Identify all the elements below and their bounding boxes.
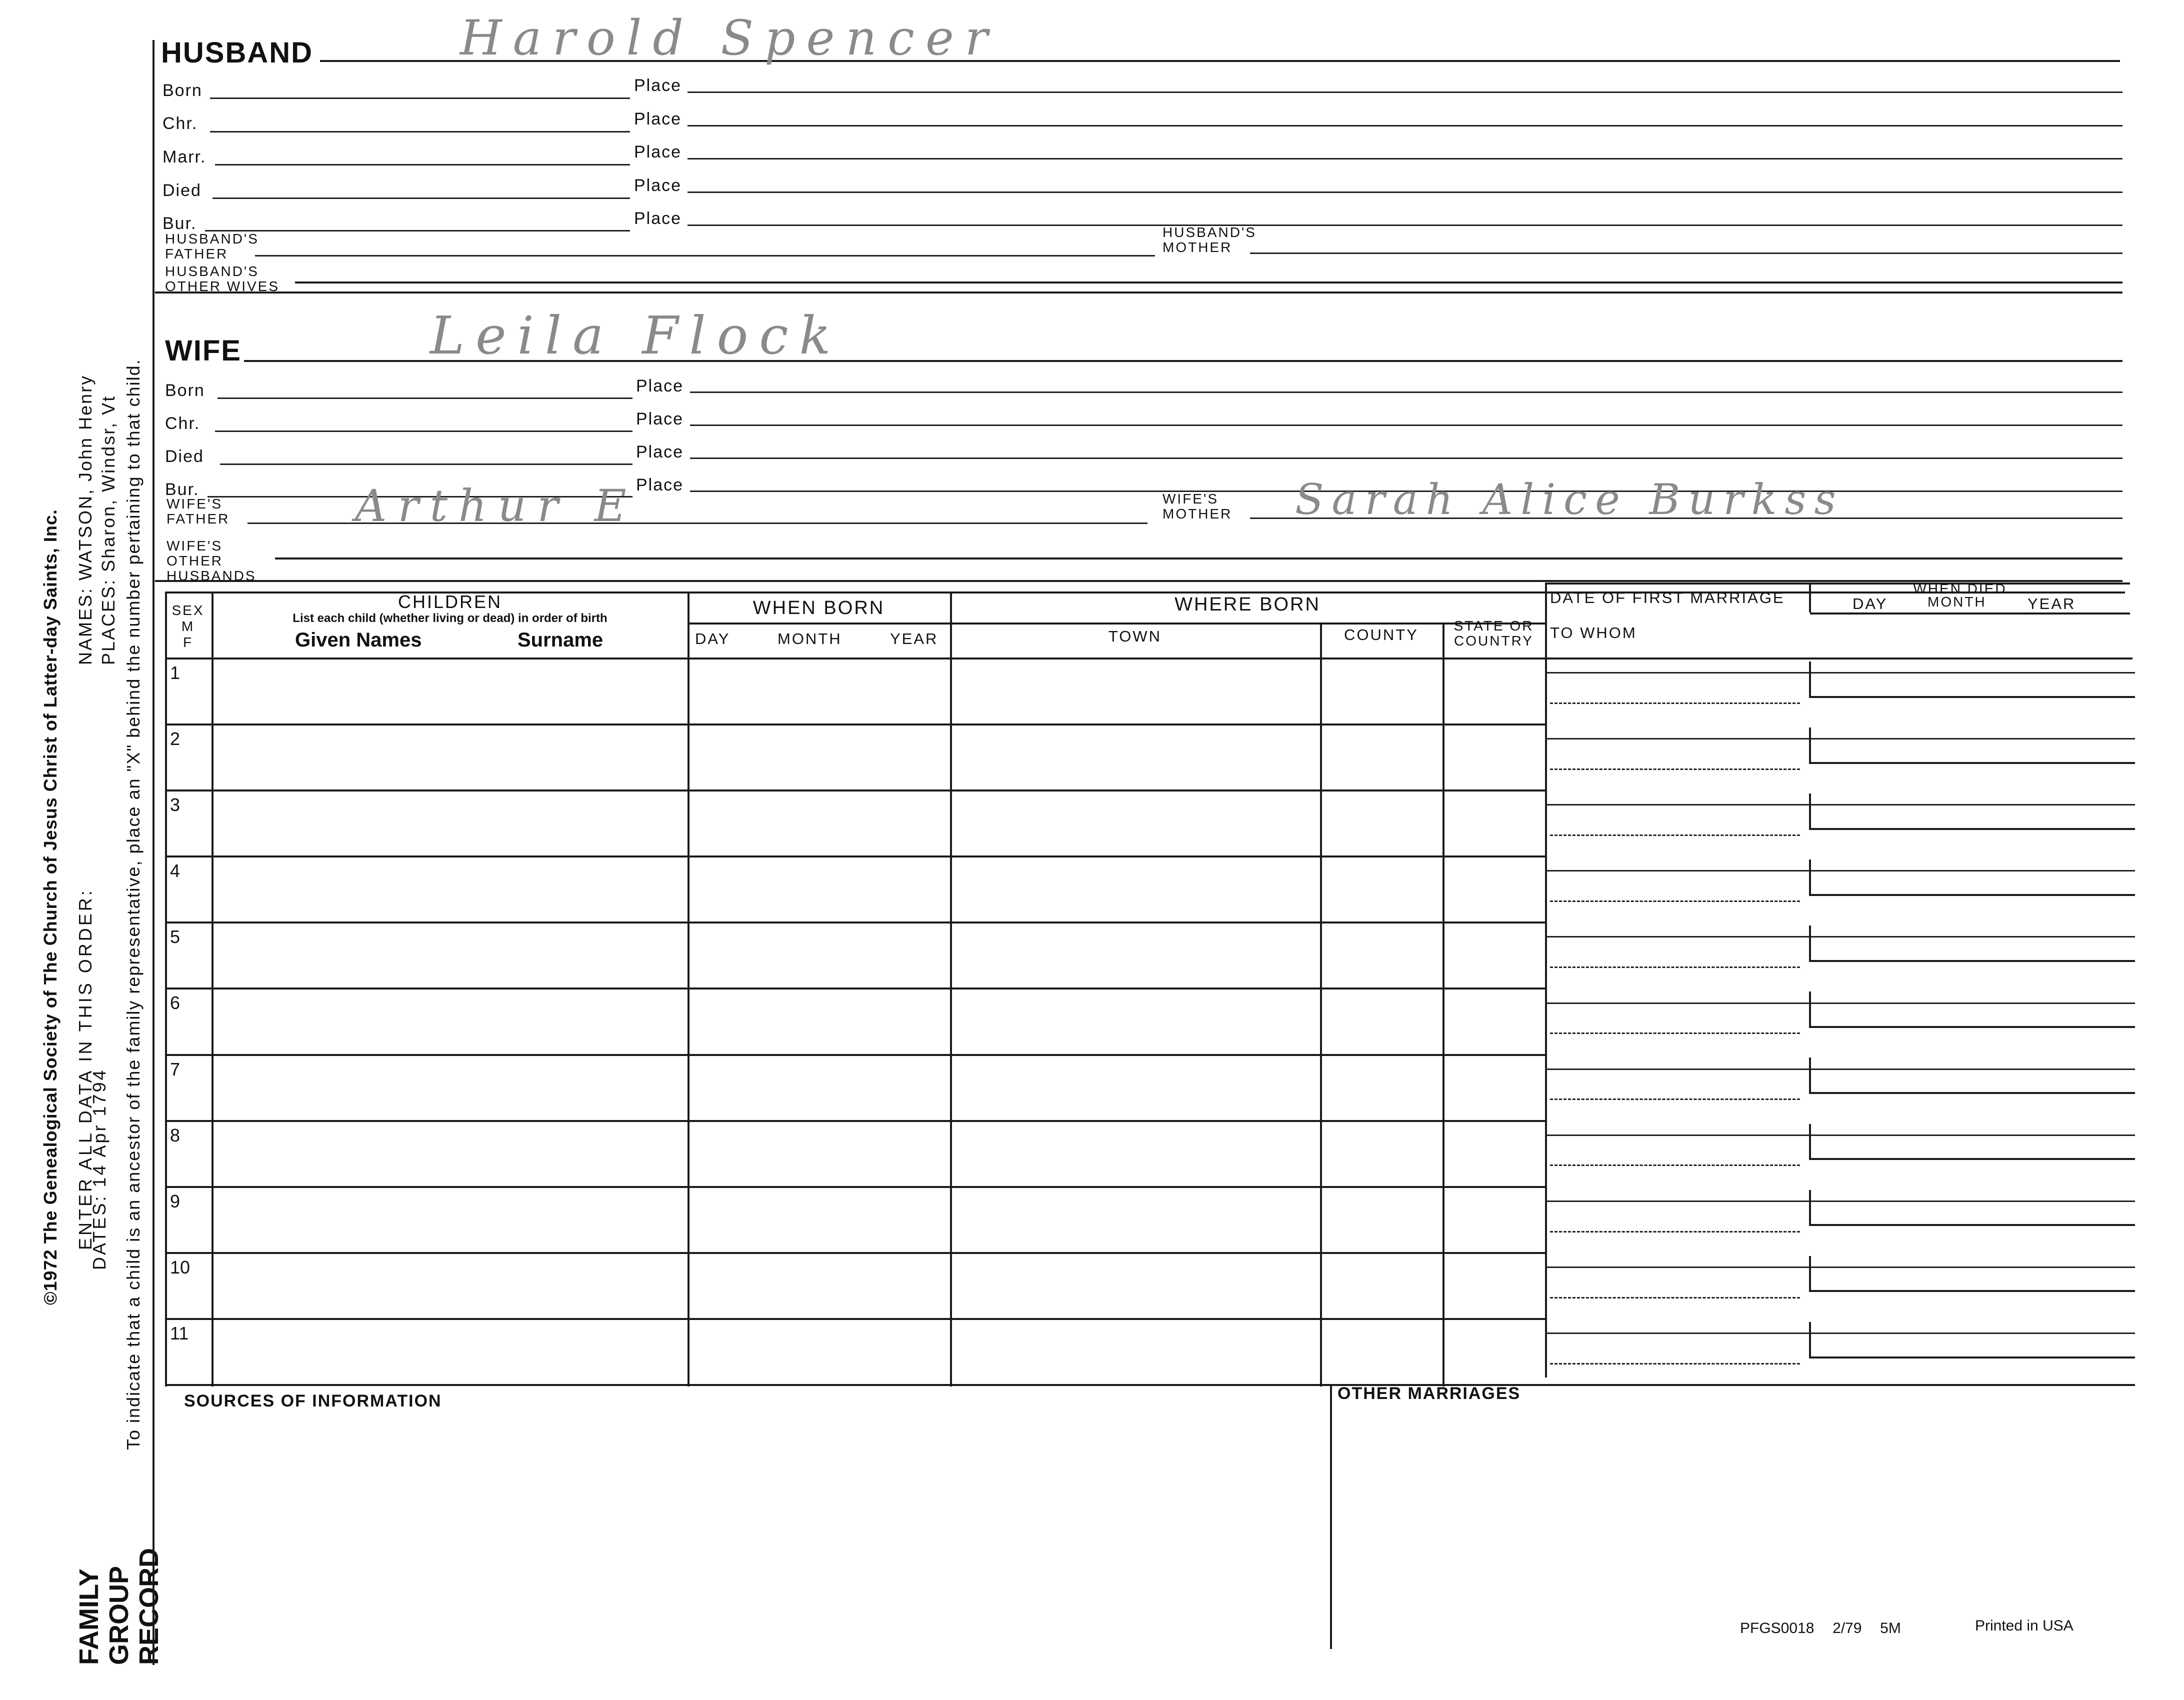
death-date-tick [1809, 794, 1811, 828]
husband-died-place-line [688, 192, 2122, 193]
county-column-divider [1442, 622, 1444, 1386]
wifes-father-label: WIFE'S FATHER [166, 496, 230, 526]
to-whom-dashed-line [1550, 702, 1800, 704]
town-header: TOWN [1108, 628, 1162, 645]
form-title-family: FAMILY [74, 1568, 104, 1665]
to-whom-dashed-line [1550, 966, 1800, 968]
first-marriage-date-line [1545, 1332, 2135, 1334]
death-date-line [1809, 1092, 2135, 1094]
husband-section-divider [155, 292, 2122, 294]
child-row-number: 2 [170, 728, 180, 750]
instruction-places-example: PLACES: Sharon, Windsr, Vt [98, 394, 118, 665]
printed-in-usa: Printed in USA [1975, 1618, 2074, 1634]
husband-chr-place-label: Place [634, 110, 682, 128]
death-date-line [1809, 696, 2135, 698]
husband-chr-date-line [210, 131, 630, 132]
given-names-header: Given Names [295, 629, 422, 651]
first-marriage-date-line [1545, 804, 2135, 806]
where-born-header: WHERE BORN [1174, 594, 1320, 615]
wife-died-place-label: Place [636, 442, 684, 462]
husband-marr-place-label: Place [634, 142, 682, 162]
death-date-line [1809, 1158, 2135, 1160]
wifes-other-husbands-line [275, 558, 2122, 560]
child-row-divider [165, 724, 1545, 726]
wife-chr-place-label: Place [636, 410, 684, 428]
death-date-line [1809, 960, 2135, 962]
husbands-mother-line [1250, 252, 2122, 254]
wife-died-label: Died [165, 447, 204, 466]
other-marriages-label: OTHER MARRIAGES [1338, 1384, 1521, 1403]
to-whom-dashed-line [1550, 768, 1800, 770]
death-date-tick [1809, 1190, 1811, 1224]
husband-born-label: Born [162, 81, 202, 100]
wife-died-place-line [690, 458, 2122, 459]
when-died-header: WHEN DIED [1913, 581, 2007, 596]
first-marriage-date-line [1545, 1134, 2135, 1136]
wife-born-date-line [218, 398, 632, 399]
instruction-names-example: NAMES: WATSON, John Henry [75, 374, 96, 665]
wifes-father-name: Arthur E [355, 480, 638, 532]
child-row-divider [165, 1252, 1545, 1254]
wifes-mother-label: WIFE'S MOTHER [1162, 491, 1232, 522]
form-code: PFGS0018 2/79 5M [1740, 1620, 1901, 1636]
husband-heading: HUSBAND [161, 36, 313, 69]
child-row-number: 3 [170, 794, 180, 816]
when-born-year-header: YEAR [890, 630, 938, 648]
husband-died-date-line [212, 198, 630, 199]
death-date-tick [1809, 728, 1811, 762]
death-date-tick [1809, 1124, 1811, 1158]
husband-chr-label: Chr. [162, 114, 198, 133]
child-row-number: 5 [170, 926, 180, 948]
wife-bur-label: Bur. [165, 480, 200, 499]
wife-name: Leila Flock [430, 305, 842, 366]
death-date-tick [1809, 1322, 1811, 1356]
instruction-dates-example: DATES: 14 Apr 1794 [89, 1068, 110, 1270]
death-date-tick [1809, 992, 1811, 1026]
death-date-line [1809, 762, 2135, 764]
children-column-note: List each child (whether living or dead) in order of birth [292, 612, 608, 625]
child-row-number: 6 [170, 992, 180, 1014]
first-marriage-date-line [1545, 672, 2135, 674]
wife-chr-label: Chr. [165, 414, 200, 433]
death-date-line [1809, 1290, 2135, 1292]
state-column-divider [1545, 582, 1547, 1378]
when-died-day-header: DAY [1852, 595, 1888, 612]
table-bottom-line [165, 1384, 2135, 1386]
husband-marr-label: Marr. [162, 148, 206, 166]
child-row-number: 9 [170, 1190, 180, 1212]
death-date-tick [1809, 926, 1811, 960]
child-row-divider [165, 988, 1545, 990]
husband-marr-date-line [215, 164, 630, 166]
wifes-mother-name: Sarah Alice Burkss [1295, 475, 1844, 524]
husband-born-place-line [688, 92, 2122, 93]
to-whom-dashed-line [1550, 1164, 1800, 1166]
child-row-number: 11 [170, 1322, 189, 1344]
sources-of-information-label: SOURCES OF INFORMATION [184, 1392, 442, 1410]
husband-bur-date-line [205, 230, 630, 232]
child-row-divider [165, 856, 1545, 858]
wife-born-place-label: Place [636, 376, 684, 396]
death-date-line [1809, 894, 2135, 896]
when-born-day-header: DAY [695, 630, 730, 648]
husband-name: Harold Spencer [460, 10, 999, 66]
to-whom-header: TO WHOM [1550, 624, 1637, 642]
child-row-number: 1 [170, 662, 180, 683]
first-marriage-date-line [1545, 738, 2135, 740]
child-row-number: 4 [170, 860, 180, 882]
when-born-month-header: MONTH [778, 630, 842, 648]
husband-bur-place-label: Place [634, 209, 682, 228]
first-marriage-date-line [1545, 1266, 2135, 1268]
when-died-header-line [1810, 612, 2130, 614]
sex-column-header: SEX M F [172, 602, 204, 650]
child-row-divider [165, 790, 1545, 792]
husband-bur-label: Bur. [162, 214, 197, 233]
to-whom-dashed-line [1550, 900, 1800, 902]
surname-header: Surname [518, 629, 604, 651]
death-date-tick [1809, 1058, 1811, 1092]
form-title-record: RECORD [134, 1548, 164, 1665]
death-date-tick [1809, 662, 1811, 696]
when-where-born-subheader-line [688, 622, 1545, 624]
first-marriage-date-line [1545, 936, 2135, 938]
wife-heading: WIFE [165, 334, 242, 367]
to-whom-dashed-line [1550, 1098, 1800, 1100]
wife-born-label: Born [165, 381, 205, 400]
town-column-divider [1320, 622, 1322, 1386]
first-marriage-date-line [1545, 1200, 2135, 1202]
child-row-number: 8 [170, 1124, 180, 1146]
form-left-border [152, 40, 154, 1665]
first-marriage-date-line [1545, 1002, 2135, 1004]
wife-born-place-line [690, 392, 2122, 393]
child-row-divider [165, 922, 1545, 924]
husbands-father-line [255, 255, 1155, 256]
children-header-bottom-line [165, 658, 2132, 660]
copyright-notice: ©1972 The Genealogical Society of The Church of Jesus Christ of Latter-day Saints, Inc. [40, 509, 60, 1305]
child-row-number: 7 [170, 1058, 180, 1080]
husbands-mother-label: HUSBAND'S MOTHER [1162, 224, 1256, 255]
death-date-tick [1809, 860, 1811, 894]
wife-chr-date-line [215, 430, 632, 432]
to-whom-dashed-line [1550, 1231, 1800, 1232]
death-date-line [1809, 828, 2135, 830]
wifes-other-husbands-label: WIFE'S OTHER HUSBANDS [166, 538, 256, 584]
first-marriage-date-line [1545, 1068, 2135, 1070]
footer-column-divider [1330, 1384, 1332, 1649]
child-row-number: 10 [170, 1256, 190, 1278]
when-died-header-divider [1809, 582, 1811, 612]
when-died-month-header: MONTH [1928, 594, 1986, 610]
state-country-header: STATE OR COUNTRY [1454, 618, 1534, 648]
first-marriage-date-line [1545, 870, 2135, 872]
husband-born-place-label: Place [634, 76, 682, 95]
death-date-tick [1809, 1256, 1811, 1290]
husbands-other-wives-line [295, 282, 2122, 284]
to-whom-dashed-line [1550, 834, 1800, 836]
husband-died-label: Died [162, 181, 202, 200]
to-whom-dashed-line [1550, 1363, 1800, 1364]
death-date-line [1809, 1026, 2135, 1028]
child-row-divider [165, 1318, 1545, 1320]
husbands-father-label: HUSBAND'S FATHER [165, 231, 259, 262]
death-date-line [1809, 1224, 2135, 1226]
form-title-group: GROUP [104, 1566, 134, 1665]
husband-born-date-line [210, 98, 630, 99]
when-born-header: WHEN BORN [752, 598, 885, 618]
date-first-marriage-header: DATE OF FIRST MARRIAGE [1550, 589, 1785, 606]
wife-died-date-line [220, 464, 632, 465]
husband-bur-place-line [688, 224, 2122, 226]
children-column-title: CHILDREN [398, 592, 502, 612]
husband-died-place-label: Place [634, 176, 682, 195]
child-row-divider [165, 1054, 1545, 1056]
instruction-ancestor-marking: To indicate that a child is an ancestor of the family representative, place an "X" behind the number pertaining to that child. [123, 358, 144, 1450]
to-whom-dashed-line [1550, 1032, 1800, 1034]
when-died-year-header: YEAR [2028, 595, 2076, 612]
child-row-divider [165, 1186, 1545, 1188]
to-whom-dashed-line [1550, 1297, 1800, 1298]
husband-chr-place-line [688, 125, 2122, 126]
death-date-line [1809, 1356, 2135, 1358]
county-header: COUNTY [1344, 626, 1418, 644]
instruction-enter-order: ENTER ALL DATA IN THIS ORDER: [75, 888, 96, 1250]
husband-marr-place-line [688, 158, 2122, 160]
husbands-other-wives-label: HUSBAND'S OTHER WIVES [165, 264, 280, 294]
wife-bur-place-label: Place [636, 476, 684, 494]
wife-chr-place-line [690, 424, 2122, 426]
child-row-divider [165, 1120, 1545, 1122]
